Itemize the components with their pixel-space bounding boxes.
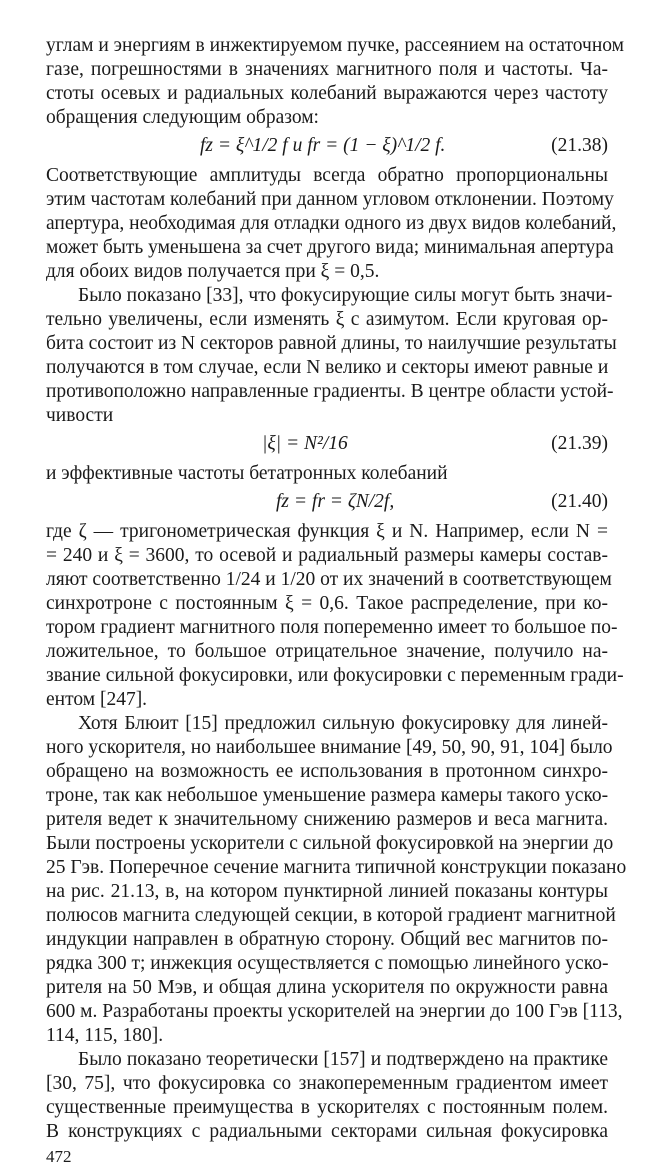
text-line: 600 м. Разработаны проекты ускорителей на энергии до 100 Гэв [113, — [46, 1001, 623, 1022]
text-line: Хотя Блюит [15] предложил сильную фокусировку для линей- — [78, 713, 608, 734]
text-line: этим частотам колебаний при данном угловом отклонении. Поэтому — [46, 189, 614, 210]
equation-21-39: |ξ| = N²/16 — [262, 433, 348, 454]
text-line: троне, так как небольшое уменьшение размера камеры такого уско- — [46, 785, 609, 806]
text-line: звание сильной фокусировки, или фокусировки с переменным гради- — [46, 665, 624, 686]
equation-21-38 — [200, 133, 445, 159]
equation-formula: fz = ξ^1/2 f и fr = (1 − ξ)^1/2 f. — [200, 135, 446, 156]
text-line: ляют соответственно 1/24 и 1/20 от их значений в соответствующем — [46, 569, 612, 590]
equation-number: (21.38) — [551, 135, 608, 156]
text-line: газе, погрешностями в значениях магнитного поля и частоты. Ча- — [46, 59, 608, 80]
text-line: рителя ведет к значительному снижению размеров и веса магнита. — [46, 809, 608, 830]
text-line: противоположно направленные градиенты. В центре области устой- — [46, 381, 614, 402]
text-line: и эффективные частоты бетатронных колебаний — [46, 463, 448, 484]
text-line: 25 Гэв. Поперечное сечение магнита типичной конструкции показано — [46, 857, 627, 878]
text-line: ного ускорителя, но наибольшее внимание [49, 50, 90, 91, 104] было — [46, 737, 613, 758]
text-line: существенные преимущества в ускорителях с постоянным полем. — [46, 1097, 608, 1118]
text-line: стоты осевых и радиальных колебаний выражаются через частоту — [46, 83, 608, 104]
text-line: индукции направлен в обратную сторону. Общий вес магнитов по- — [46, 929, 608, 950]
text-line: [30, 75], что фокусировка со знакопеременным градиентом имеет — [46, 1073, 608, 1094]
text-line: тельно увеличены, если изменять ξ с азимутом. Если круговая ор- — [46, 309, 608, 330]
text-line: Было показано [33], что фокусирующие силы могут быть значи- — [78, 285, 613, 306]
text-line: Было показано теоретически [157] и подтверждено на практике — [78, 1049, 608, 1070]
text-line: где ζ — тригонометрическая функция ξ и N. Например, если N = — [46, 521, 608, 542]
text-line: Соответствующие амплитуды всегда обратно пропорциональны — [46, 165, 608, 186]
text-line: ентом [247]. — [46, 689, 148, 710]
text-line: тором градиент магнитного поля попеременно имеет то большое по- — [46, 617, 618, 638]
text-line: Были построены ускорители с сильной фокусировкой на энергии до — [46, 833, 614, 854]
text-line: обращения следующим образом: — [46, 107, 319, 128]
text-line: ложительное, то большое отрицательное значение, получило на- — [46, 641, 608, 662]
text-line: рителя на 50 Мэв, и общая длина ускорителя по окружности равна — [46, 977, 608, 998]
text-line: В конструкциях с радиальными секторами сильная фокусировка — [46, 1121, 608, 1142]
equation-number: (21.40) — [551, 491, 608, 512]
text-line: получаются в том случае, если N велико и секторы имеют равные и — [46, 357, 609, 378]
text-line: апертура, необходимая для отладки одного из двух видов колебаний, — [46, 213, 617, 234]
text-line: рядка 300 т; инжекция осуществляется с помощью линейного уско- — [46, 953, 609, 974]
text-line: может быть уменьшена за счет другого вида; минимальная апертура — [46, 237, 614, 258]
text-line: обращено на возможность ее использования в протонном синхро- — [46, 761, 608, 782]
text-line: бита состоит из N секторов равной длины, то наилучшие результаты — [46, 333, 617, 354]
text-line: полюсов магнита следующей секции, в которой градиент магнитной — [46, 905, 616, 926]
page-number: 472 — [46, 1147, 72, 1166]
equation-number: (21.39) — [551, 433, 608, 454]
text-line: чивости — [46, 405, 114, 426]
text-line: = 240 и ξ = 3600, то осевой и радиальный размеры камеры состав- — [46, 545, 608, 566]
text-line: 114, 115, 180]. — [46, 1025, 164, 1046]
text-line: на рис. 21.13, в, на котором пунктирной линией показаны контуры — [46, 881, 608, 902]
text-line: для обоих видов получается при ξ = 0,5. — [46, 261, 380, 282]
text-line: углам и энергиям в инжектируемом пучке, рассеянием на остаточном — [46, 35, 625, 56]
text-line: синхротроне с постоянным ξ = 0,6. Такое распределение, при ко- — [46, 593, 608, 614]
equation-21-40: fz = fr = ζN/2f, — [276, 491, 395, 512]
